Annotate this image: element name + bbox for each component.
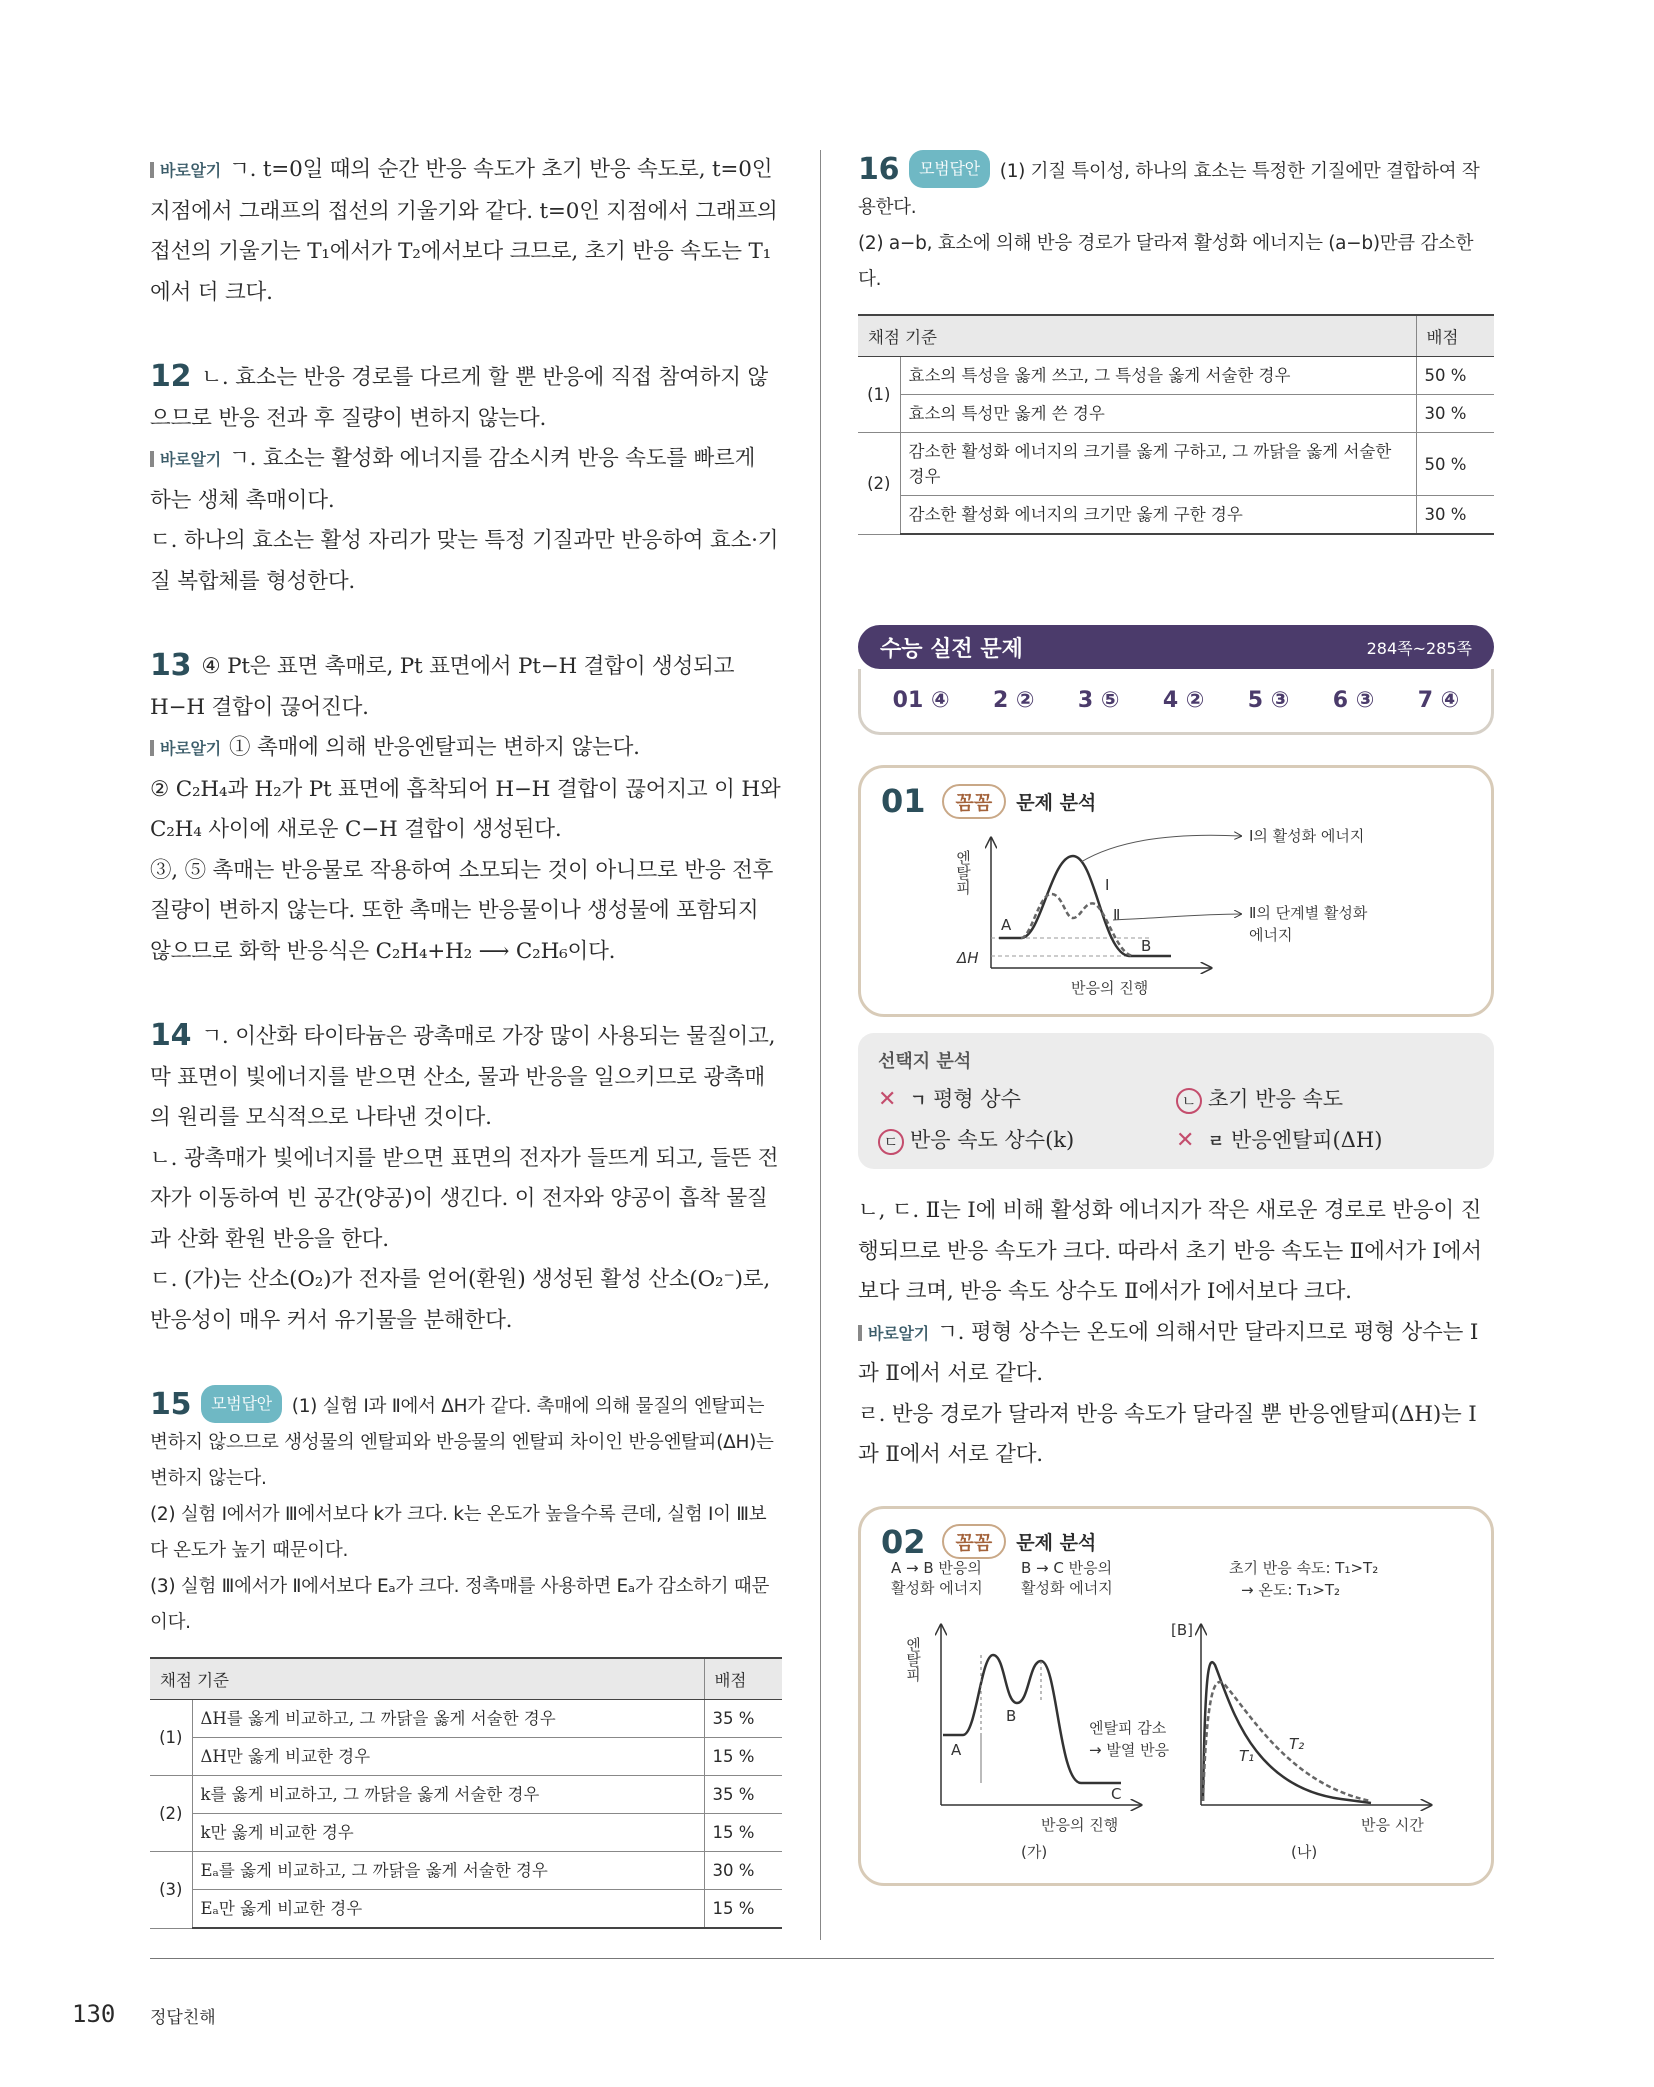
banner-title: 수능 실전 문제	[880, 636, 1023, 662]
table-row: ΔH만 옳게 비교한 경우 15 %	[150, 1738, 782, 1776]
answer-item: 6 ③	[1332, 688, 1375, 713]
label-ga: (가)	[1021, 1842, 1048, 1861]
q13: 13 ④ Pt은 표면 촉매로, Pt 표면에서 Pt−H 결합이 생성되고 H−H 결합이 끊어진다. 바로알기 ① 촉매에 의해 반응엔탈피는 변하지 않는다. ② C₂H₄과 H₂가 Pt 표면에 흡착되어 H−H 결합이 끊어지고 이 H와 C₂H₄ 사이에 새로운 C−H 결합이 생성된다. ③, ⑤ 촉매는 반응물로 작용하여 소모되는 것이 아니므로 반응 전후 질량이 변하지 않는다. 또한 촉매는 반응물이나 생성물에 포함되지 않으므로 화학 반응식은 C₂H₄+H₂ ⟶ C₂H₆이다.	[150, 648, 781, 964]
table-row: (2) 감소한 활성화 에너지의 크기를 옳게 구하고, 그 까닭을 옳게 서술한 경우 50 %	[858, 433, 1494, 496]
choice-item: ㄴ 초기 반응 속도	[1176, 1083, 1474, 1114]
q14: 14 ㄱ. 이산화 타이타늄은 광촉매로 가장 많이 사용되는 물질이고, 막 표면이 빛에너지를 받으면 산소, 물과 반응을 일으키므로 광촉매의 원리를 모식적으로 나타낸 것이다. ㄴ. 광촉매가 빛에너지를 받으면 표면의 전자가 들뜨게 되고, 들뜬 전자가 이동하여 빈 공간(양공)이 생긴다. 이 전자와 양공이 흡착 물질과 산화 환원 반응을 한다. ㄷ. (가)는 산소(O₂)가 전자를 얻어(환원) 생성된 활성 산소(O₂⁻)로, 반응성이 매우 커서 유기물을 분해한다.	[150, 1018, 779, 1333]
table-row: 효소의 특성만 옳게 쓴 경우 30 %	[858, 395, 1494, 433]
choice-item: ✕ ㄹ 반응엔탈피(ΔH)	[1176, 1128, 1383, 1153]
answer-item: 4 ②	[1162, 688, 1205, 713]
callout-II: Ⅱ의 단계별 활성화	[1249, 904, 1368, 922]
q11-explanation: 바로알기 ㄱ. t=0일 때의 순간 반응 속도가 초기 반응 속도로, t=0인 지점에서 그래프의 접선의 기울기와 같다. t=0인 지점에서 그래프의 접선의 기울기는 T₁에서가 T₂에서보다 크므로, 초기 반응 속도는 T₁에서 더 크다.	[150, 157, 778, 305]
label-B: B	[1006, 1706, 1017, 1725]
column-divider	[820, 150, 821, 1940]
svg-text:T₂: T₂	[1289, 1734, 1305, 1753]
svg-text:초기 반응 속도: T₁>T₂: 초기 반응 속도: T₁>T₂	[1229, 1558, 1379, 1577]
x-label: 반응의 진행	[1041, 1815, 1119, 1834]
right-column	[858, 150, 1494, 1886]
answer-item: 7 ④	[1417, 688, 1460, 713]
table-row: (1) ΔH를 옳게 비교하고, 그 까닭을 옳게 서술한 경우 35 %	[150, 1700, 782, 1738]
choice-item: ✕ ㄱ 평형 상수	[878, 1087, 1021, 1112]
table-row: (3) Eₐ를 옳게 비교하고, 그 까닭을 옳게 서술한 경우 30 %	[150, 1852, 782, 1890]
question-number: 15	[150, 1387, 192, 1422]
y-label: 엔탈피	[904, 1636, 922, 1682]
table-row: (2) k를 옳게 비교하고, 그 까닭을 옳게 서술한 경우 35 %	[150, 1776, 782, 1814]
answer-item: 01 ④	[892, 688, 950, 713]
label-na: (나)	[1291, 1842, 1318, 1861]
question-number: 16	[858, 152, 900, 187]
page-number: 130	[72, 2000, 116, 2028]
label-A: A	[1001, 916, 1012, 934]
model-answer-badge: 모범답안	[201, 1385, 282, 1423]
svg-text:A → B 반응의: A → B 반응의	[891, 1558, 982, 1577]
svg-text:T₁: T₁	[1239, 1746, 1255, 1765]
enthalpy-diagram-01	[881, 808, 1471, 1008]
wrong-mark-icon: ✕	[1176, 1128, 1195, 1153]
choice-analysis-title: 선택지 분석	[878, 1051, 972, 1072]
scoring-table: 채점 기준 배점 (1) ΔH를 옳게 비교하고, 그 까닭을 옳게 서술한 경우 35 % ΔH만 옳게 비교한 경우 15 % (2) k를 옳게 비교하고, 그 까닭을 옳게 서술한 경우 35 % k만 옳게 비교한 경우 15 % (3) Eₐ를 옳게 비교하고, 그 까닭을 옳게 서술한 경우 30 % Eₐ만 옳게 비교한 경우 15 %	[150, 1657, 782, 1929]
correction-tag: 바로알기	[150, 739, 221, 758]
box-number: 02	[881, 1523, 932, 1561]
table-row: 감소한 활성화 에너지의 크기만 옳게 구한 경우 30 %	[858, 496, 1494, 535]
svg-text:→ 발열 반응: → 발열 반응	[1089, 1740, 1170, 1759]
scoring-table: 채점 기준 배점 (1) 효소의 특성을 옳게 쓰고, 그 특성을 옳게 서술한 경우 50 % 효소의 특성만 옳게 쓴 경우 30 % (2) 감소한 활성화 에너지의 크기를 옳게 구하고, 그 까닭을 옳게 서술한 경우 50 % 감소한 활성화 에너지의 크기만 옳게 구한 경우 30 %	[858, 314, 1494, 535]
q15: 15 모범답안 (1) 실험 Ⅰ과 Ⅱ에서 ΔH가 같다. 촉매에 의해 물질의 엔탈피는 변하지 않으므로 생성물의 엔탈피와 반응물의 엔탈피 차이인 반응엔탈피(ΔH)는 변하지 않는다. (2) 실험 Ⅰ에서가 Ⅲ에서보다 k가 크다. k는 온도가 높을수록 큰데, 실험 Ⅰ이 Ⅲ보다 온도가 높기 때문이다. (3) 실험 Ⅲ에서가 Ⅱ에서보다 Eₐ가 크다. 정촉매를 사용하면 Eₐ가 감소하기 때문이다. 채점 기준 배점 (1) ΔH를 옳게 비교하고, 그 까닭을 옳게 서술한 경우 35 % ΔH만 옳게 비교한 경우 15 % (2) k를 옳게 비교하고, 그 까닭을 옳게 서술한 경우 35 % k만 옳게 비교한 경우 15 % (3) Eₐ를 옳게 비교하고, 그 까닭을 옳게 서술한 경우 30 % Eₐ만 옳게 비교한 경우 15 %	[150, 1385, 782, 1929]
label-dH: ΔH	[957, 949, 979, 967]
svg-text:활성화 에너지: 활성화 에너지	[891, 1578, 983, 1597]
q12: 12 ㄴ. 효소는 반응 경로를 다르게 할 뿐 반응에 직접 참여하지 않으므로 반응 전과 후 질량이 변하지 않는다. 바로알기 ㄱ. 효소는 활성화 에너지를 감소시켜 반응 속도를 빠르게 하는 생체 촉매이다. ㄷ. 하나의 효소는 활성 자리가 맞는 특정 기질과만 반응하여 효소·기질 복합체를 형성한다.	[150, 359, 779, 594]
correction-tag: 바로알기	[150, 161, 221, 180]
correct-circle-icon: ㄷ	[878, 1129, 904, 1155]
svg-text:에너지: 에너지	[1249, 926, 1293, 944]
svg-text:→ 온도: T₁>T₂: → 온도: T₁>T₂	[1241, 1580, 1341, 1599]
question-number: 12	[150, 359, 192, 394]
banner-pages: 284쪽~285쪽	[1366, 638, 1472, 658]
answer-key	[858, 669, 1494, 735]
wrong-mark-icon: ✕	[878, 1087, 897, 1112]
choice-analysis	[858, 1033, 1494, 1169]
box-title: 문제 분석	[1016, 1532, 1097, 1554]
question-number: 14	[150, 1018, 192, 1053]
label-C: C	[1111, 1784, 1122, 1803]
answer-item: 3 ⑤	[1077, 688, 1120, 713]
kkomkkom-label: 꼼꼼	[942, 1524, 1007, 1559]
enthalpy-diagram-02	[871, 1555, 1471, 1875]
correction-tag: 바로알기	[150, 450, 221, 469]
kkomkkom-label: 꼼꼼	[942, 784, 1007, 819]
table-row: k만 옳게 비교한 경우 15 %	[150, 1814, 782, 1852]
correct-circle-icon: ㄴ	[1176, 1088, 1202, 1114]
svg-text:활성화 에너지: 활성화 에너지	[1021, 1578, 1113, 1597]
footer-rule	[150, 1958, 1494, 1959]
label-II: Ⅱ	[1113, 906, 1121, 924]
answer-item: 5 ③	[1247, 688, 1290, 713]
table-row: (1) 효소의 특성을 옳게 쓰고, 그 특성을 옳게 서술한 경우 50 %	[858, 357, 1494, 395]
model-answer-badge: 모범답안	[909, 150, 990, 188]
choice-item: ㄷ 반응 속도 상수(k)	[878, 1124, 1176, 1155]
table-row: Eₐ만 옳게 비교한 경우 15 %	[150, 1890, 782, 1929]
label-B: B	[1141, 937, 1152, 955]
box-title: 문제 분석	[1016, 791, 1097, 814]
section-label: 정답친해	[150, 2008, 216, 2028]
q16: 16 모범답안 (1) 기질 특이성, 하나의 효소는 특정한 기질에만 결합하여 작용한다. (2) a−b, 효소에 의해 반응 경로가 달라져 활성화 에너지는 (a−b)만큼 감소한다. 채점 기준 배점 (1) 효소의 특성을 옳게 쓰고, 그 특성을 옳게 서술한 경우 50 % 효소의 특성만 옳게 쓴 경우 30 % (2) 감소한 활성화 에너지의 크기를 옳게 구하고, 그 까닭을 옳게 서술한 경우 50 % 감소한 활성화 에너지의 크기만 옳게 구한 경우 30 %	[858, 150, 1494, 535]
answer-item: 2 ②	[992, 688, 1035, 713]
correction-tag: 바로알기	[858, 1324, 929, 1343]
question-number: 13	[150, 648, 192, 683]
analysis-box-01	[858, 765, 1494, 1017]
analysis-box-02	[858, 1506, 1494, 1886]
explanation-01: ㄴ, ㄷ. Ⅱ는 Ⅰ에 비해 활성화 에너지가 작은 새로운 경로로 반응이 진행되므로 반응 속도가 크다. 따라서 초기 반응 속도는 Ⅱ에서가 Ⅰ에서보다 크며, 반응 속도 상수도 Ⅱ에서가 Ⅰ에서보다 크다. 바로알기 ㄱ. 평형 상수는 온도에 의해서만 달라지므로 평형 상수는 Ⅰ과 Ⅱ에서 서로 같다. ㄹ. 반응 경로가 달라져 반응 속도가 달라질 뿐 반응엔탈피(ΔH)는 Ⅰ과 Ⅱ에서 서로 같다.	[858, 1198, 1482, 1467]
box-number: 01	[881, 782, 932, 820]
x-label: 반응의 진행	[1071, 979, 1149, 997]
callout-I: Ⅰ의 활성화 에너지	[1249, 827, 1365, 845]
left-column	[150, 150, 782, 1929]
label-A: A	[951, 1740, 962, 1759]
svg-text:B → C 반응의: B → C 반응의	[1021, 1558, 1113, 1577]
svg-text:[B]: [B]	[1171, 1620, 1193, 1639]
svg-text:엔탈피 감소: 엔탈피 감소	[1089, 1718, 1167, 1737]
svg-text:반응 시간: 반응 시간	[1361, 1815, 1424, 1834]
suneung-banner	[858, 625, 1494, 669]
label-I: Ⅰ	[1105, 876, 1110, 894]
y-label: 엔탈피	[954, 850, 972, 895]
